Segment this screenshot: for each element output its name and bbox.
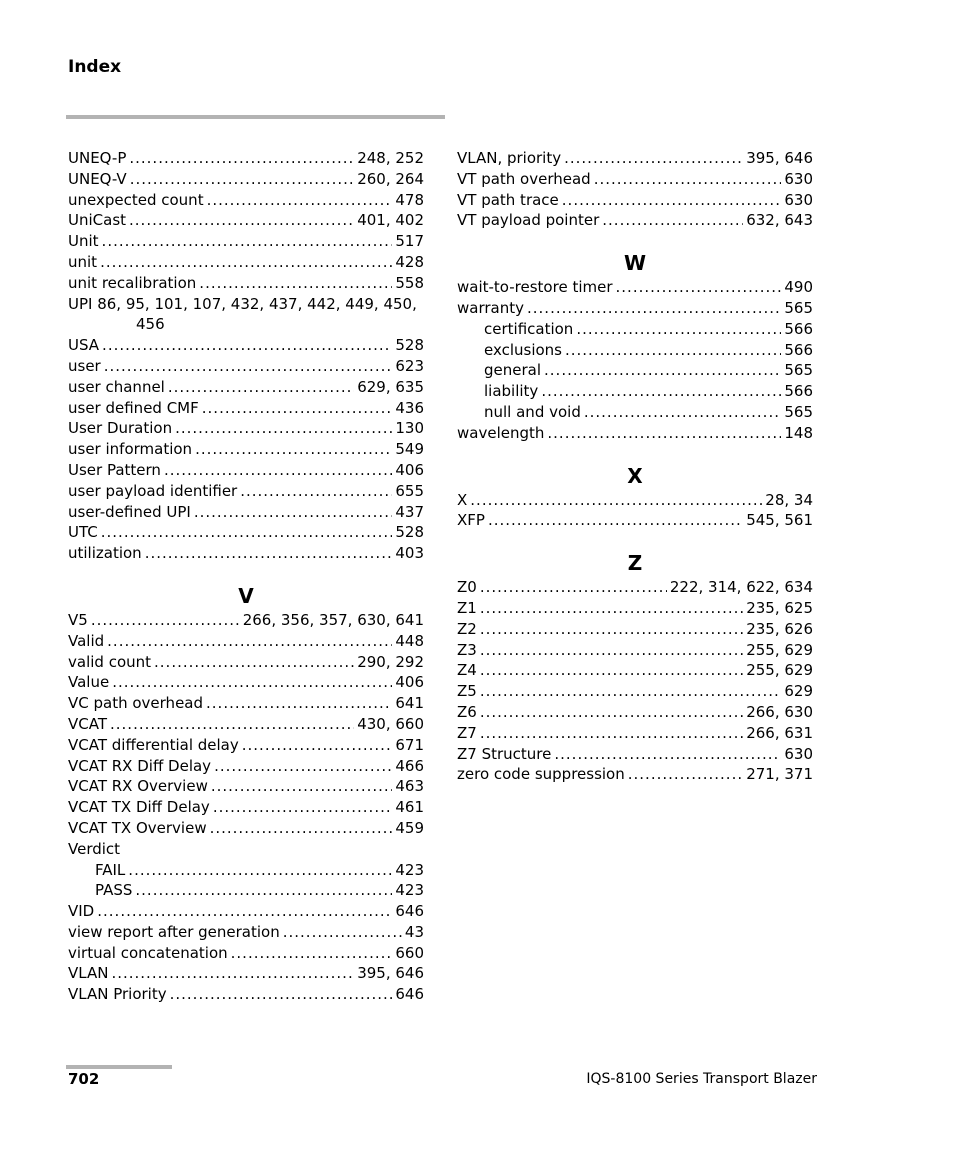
dot-leader — [480, 702, 743, 723]
index-subentry — [457, 402, 813, 423]
index-term: Z4 — [457, 661, 477, 680]
index-entry-verdict — [68, 839, 424, 860]
index-entry — [457, 764, 813, 785]
index-pages: 395, 646 — [357, 964, 424, 983]
index-pages: 558 — [395, 273, 424, 292]
index-pages: 655 — [395, 481, 424, 500]
entry-group — [68, 148, 424, 294]
index-subentry — [457, 381, 813, 402]
entry-group — [457, 148, 813, 231]
dot-leader — [211, 776, 393, 797]
index-pages: 290, 292 — [357, 652, 424, 671]
dot-leader — [112, 672, 392, 693]
dot-leader — [195, 439, 392, 460]
section-letter-z: Z — [627, 551, 643, 576]
index-pages: 260, 264 — [357, 169, 424, 188]
dot-leader — [240, 481, 392, 502]
index-entry — [68, 439, 424, 460]
index-term: Valid — [68, 631, 105, 650]
entry-group — [457, 577, 813, 785]
entry-group — [68, 335, 424, 564]
index-term: valid count — [68, 652, 152, 671]
dot-leader — [91, 610, 240, 631]
index-term: user channel — [68, 377, 165, 396]
index-column-left — [68, 148, 424, 1005]
dot-leader — [480, 660, 743, 681]
dot-leader — [470, 490, 762, 511]
index-entry — [68, 818, 424, 839]
section-letter-x: X — [627, 463, 643, 488]
index-pages: 266, 356, 357, 630, 641 — [242, 610, 424, 629]
index-entry — [68, 652, 424, 673]
dot-leader — [97, 901, 392, 922]
dot-leader — [283, 922, 402, 943]
index-pages: 406 — [395, 460, 424, 479]
index-entry — [457, 723, 813, 744]
dot-leader — [100, 252, 392, 273]
index-term: VT payload pointer — [457, 211, 600, 230]
dot-leader — [145, 543, 393, 564]
index-pages: 461 — [395, 798, 424, 817]
index-entry — [457, 681, 813, 702]
dot-leader — [602, 210, 743, 231]
dot-leader — [488, 510, 743, 531]
dot-leader — [202, 398, 393, 419]
index-term: VT path trace — [457, 190, 559, 209]
index-entry — [457, 640, 813, 661]
index-term: Z3 — [457, 640, 477, 659]
index-pages: 545, 561 — [746, 511, 813, 530]
dot-leader — [576, 319, 781, 340]
index-entry — [68, 631, 424, 652]
dot-leader — [544, 360, 781, 381]
dot-leader — [154, 652, 354, 673]
page-header-title: Index — [68, 57, 122, 77]
index-entry — [457, 744, 813, 765]
index-entry — [457, 490, 813, 511]
index-entry — [68, 481, 424, 502]
dot-leader — [547, 423, 781, 444]
index-term: UNEQ-P — [68, 149, 127, 167]
index-term: X — [457, 490, 468, 509]
index-pages: 565 — [784, 402, 813, 421]
index-term: VID — [68, 902, 95, 921]
dot-leader — [194, 502, 393, 523]
index-entry-upi — [68, 294, 424, 336]
index-term: UPI 86, 95, 101, 107, 432, 437, 442, 449, 450, — [68, 294, 417, 313]
dot-leader — [111, 963, 354, 984]
dot-leader — [628, 764, 743, 785]
dot-leader — [107, 631, 392, 652]
dot-leader — [562, 190, 782, 211]
index-term: unit — [68, 252, 98, 271]
index-entry — [68, 460, 424, 481]
index-pages: 566 — [784, 382, 813, 401]
index-pages: 255, 629 — [746, 661, 813, 680]
index-term: Z1 — [457, 598, 477, 617]
product-name: IQS-8100 Series Transport Blazer — [586, 1071, 817, 1087]
dot-leader — [565, 340, 781, 361]
index-entry — [68, 963, 424, 984]
index-pages: 248, 252 — [357, 149, 424, 167]
index-term: VCAT TX Diff Delay — [68, 798, 210, 817]
index-subentry — [457, 360, 813, 381]
index-pages: 466 — [395, 756, 424, 775]
dot-leader — [480, 619, 743, 640]
dot-leader — [170, 984, 393, 1005]
index-pages: 43 — [404, 922, 424, 941]
index-pages: 222, 314, 622, 634 — [669, 578, 813, 597]
index-pages: 478 — [395, 190, 424, 209]
index-entry — [68, 377, 424, 398]
index-pages: 437 — [395, 502, 424, 521]
dot-leader — [584, 402, 782, 423]
index-entry — [457, 577, 813, 598]
dot-leader — [527, 298, 781, 319]
index-term: VT path overhead — [457, 169, 591, 188]
index-term: UNEQ-V — [68, 169, 127, 188]
index-term: user payload identifier — [68, 481, 238, 500]
section-letter-v: V — [238, 583, 254, 608]
index-entry — [68, 693, 424, 714]
index-pages: 629, 635 — [357, 377, 424, 396]
index-entry — [68, 502, 424, 523]
index-entry — [68, 210, 424, 231]
page-number: 702 — [68, 1070, 100, 1088]
index-pages: 436 — [395, 398, 424, 417]
index-term: Verdict — [68, 839, 121, 858]
dot-leader — [480, 640, 743, 661]
index-term: VLAN, priority — [457, 149, 562, 167]
index-pages: 646 — [395, 985, 424, 1004]
dot-leader — [480, 723, 743, 744]
index-entry — [68, 901, 424, 922]
index-term: wavelength — [457, 423, 545, 442]
index-pages: 130 — [395, 419, 424, 438]
entry-group — [457, 423, 813, 444]
index-term-continuation: 456 — [136, 315, 165, 334]
dot-leader — [129, 210, 354, 231]
dot-leader — [480, 598, 743, 619]
index-term: VCAT RX Overview — [68, 777, 208, 796]
index-pages: 401, 402 — [357, 211, 424, 230]
index-pages: 423 — [395, 860, 424, 879]
index-subentry — [457, 319, 813, 340]
index-term: Z7 — [457, 723, 477, 742]
index-entry — [68, 735, 424, 756]
index-term: exclusions — [484, 340, 562, 359]
index-pages: 235, 625 — [746, 598, 813, 617]
dot-leader — [480, 577, 667, 598]
index-term: null and void — [484, 402, 581, 421]
index-pages: 235, 626 — [746, 619, 813, 638]
index-pages: 406 — [395, 673, 424, 692]
index-pages: 566 — [784, 319, 813, 338]
index-term: VCAT TX Overview — [68, 818, 207, 837]
index-entry — [68, 543, 424, 564]
dot-leader — [110, 714, 354, 735]
index-pages: 423 — [395, 881, 424, 900]
index-pages: 630 — [784, 169, 813, 188]
index-entry — [457, 277, 813, 298]
dot-leader — [135, 880, 392, 901]
dot-leader — [101, 522, 393, 543]
index-pages: 566 — [784, 340, 813, 359]
index-term: wait-to-restore timer — [457, 278, 613, 297]
index-pages: 148 — [784, 423, 813, 442]
index-column-right — [457, 148, 813, 785]
index-pages: 403 — [395, 544, 424, 563]
index-entry — [457, 298, 813, 319]
index-term: Z2 — [457, 619, 477, 638]
dot-leader — [541, 381, 781, 402]
index-pages: 517 — [395, 232, 424, 251]
index-pages: 623 — [395, 356, 424, 375]
index-term: utilization — [68, 544, 142, 563]
entry-group — [68, 901, 424, 1005]
index-term: USA — [68, 336, 100, 355]
index-term: User Pattern — [68, 460, 161, 479]
index-term: user-defined UPI — [68, 502, 191, 521]
index-entry — [457, 148, 813, 169]
index-term: Z0 — [457, 578, 477, 597]
dot-leader — [128, 860, 392, 881]
index-term: Unit — [68, 232, 99, 251]
index-entry — [68, 148, 424, 169]
index-pages: 671 — [395, 735, 424, 754]
dot-leader — [616, 277, 782, 298]
index-pages: 266, 630 — [746, 702, 813, 721]
index-pages: 641 — [395, 694, 424, 713]
index-term: user — [68, 356, 101, 375]
index-entry — [457, 510, 813, 531]
index-term: zero code suppression — [457, 765, 625, 784]
index-entry — [457, 619, 813, 640]
index-term: PASS — [95, 881, 133, 900]
index-entry — [68, 273, 424, 294]
dot-leader — [480, 681, 782, 702]
footer-rule — [66, 1065, 172, 1069]
entry-group — [457, 490, 813, 532]
dot-leader — [207, 190, 393, 211]
index-pages: 266, 631 — [746, 723, 813, 742]
index-term: VLAN Priority — [68, 985, 167, 1004]
index-pages: 646 — [395, 902, 424, 921]
dot-leader — [564, 148, 743, 169]
index-pages: 528 — [395, 523, 424, 542]
index-pages: 565 — [784, 298, 813, 317]
index-entry — [68, 190, 424, 211]
dot-leader — [102, 231, 393, 252]
dot-leader — [231, 943, 393, 964]
index-subentry — [68, 880, 424, 901]
index-entry — [457, 660, 813, 681]
index-term: Z7 Structure — [457, 744, 552, 763]
index-entry — [68, 335, 424, 356]
index-term: user information — [68, 440, 193, 459]
index-pages: 528 — [395, 336, 424, 355]
index-term: V5 — [68, 610, 88, 629]
index-entry — [68, 252, 424, 273]
index-entry — [68, 610, 424, 631]
index-term: certification — [484, 319, 574, 338]
index-pages: 271, 371 — [746, 765, 813, 784]
entry-group — [457, 319, 813, 423]
header-rule — [66, 115, 445, 119]
dot-leader — [214, 756, 392, 777]
index-entry — [68, 231, 424, 252]
index-entry — [457, 423, 813, 444]
index-pages: 448 — [395, 631, 424, 650]
index-entry — [68, 522, 424, 543]
entry-group — [68, 860, 424, 902]
index-term: VCAT differential delay — [68, 735, 239, 754]
index-term: VLAN — [68, 964, 109, 983]
dot-leader — [199, 273, 392, 294]
dot-leader — [594, 169, 782, 190]
index-pages: 463 — [395, 777, 424, 796]
index-term: virtual concatenation — [68, 943, 228, 962]
index-term: UTC — [68, 523, 98, 542]
index-term: VCAT — [68, 714, 107, 733]
index-subentry — [457, 340, 813, 361]
index-pages: 428 — [395, 252, 424, 271]
dot-leader — [130, 169, 355, 190]
index-term: unexpected count — [68, 190, 204, 209]
index-entry — [68, 984, 424, 1005]
dot-leader — [554, 744, 781, 765]
index-term: Value — [68, 673, 110, 692]
dot-leader — [210, 818, 393, 839]
index-entry — [68, 169, 424, 190]
index-entry — [457, 190, 813, 211]
index-subentry — [68, 860, 424, 881]
entry-group — [457, 277, 813, 319]
index-pages: 490 — [784, 278, 813, 297]
index-pages: 630 — [784, 190, 813, 209]
dot-leader — [102, 335, 392, 356]
index-term: Z6 — [457, 702, 477, 721]
index-pages: 28, 34 — [765, 490, 813, 509]
index-entry — [457, 702, 813, 723]
index-entry — [68, 922, 424, 943]
index-entry — [68, 756, 424, 777]
index-entry — [457, 210, 813, 231]
index-entry — [457, 169, 813, 190]
dot-leader — [164, 460, 392, 481]
index-term: XFP — [457, 511, 485, 530]
index-entry — [68, 714, 424, 735]
index-term: general — [484, 361, 542, 380]
index-term: UniCast — [68, 211, 127, 230]
index-entry — [457, 598, 813, 619]
entry-group — [68, 610, 424, 839]
index-term: user defined CMF — [68, 398, 199, 417]
index-term: VC path overhead — [68, 694, 204, 713]
index-term: liability — [484, 382, 539, 401]
dot-leader — [129, 148, 354, 169]
index-pages: 630 — [784, 744, 813, 763]
section-letter-w: W — [623, 251, 647, 276]
index-pages: 549 — [395, 440, 424, 459]
index-entry — [68, 797, 424, 818]
index-entry — [68, 398, 424, 419]
index-pages: 459 — [395, 818, 424, 837]
index-pages: 255, 629 — [746, 640, 813, 659]
dot-leader — [213, 797, 393, 818]
index-pages: 629 — [784, 682, 813, 701]
index-pages: 632, 643 — [746, 211, 813, 230]
index-term: Z5 — [457, 682, 477, 701]
index-pages: 565 — [784, 361, 813, 380]
index-term: FAIL — [95, 860, 126, 879]
index-entry — [68, 943, 424, 964]
index-term: warranty — [457, 298, 524, 317]
index-term: VCAT RX Diff Delay — [68, 756, 212, 775]
dot-leader — [242, 735, 393, 756]
dot-leader — [168, 377, 354, 398]
index-entry — [68, 418, 424, 439]
index-term: view report after generation — [68, 922, 280, 941]
dot-leader — [206, 693, 392, 714]
dot-leader — [104, 356, 393, 377]
index-entry — [68, 672, 424, 693]
index-pages: 430, 660 — [357, 714, 424, 733]
index-entry — [68, 356, 424, 377]
index-term: unit recalibration — [68, 273, 197, 292]
index-pages: 660 — [395, 943, 424, 962]
index-pages: 395, 646 — [746, 149, 813, 167]
index-term: User Duration — [68, 419, 173, 438]
dot-leader — [175, 418, 392, 439]
index-entry — [68, 776, 424, 797]
